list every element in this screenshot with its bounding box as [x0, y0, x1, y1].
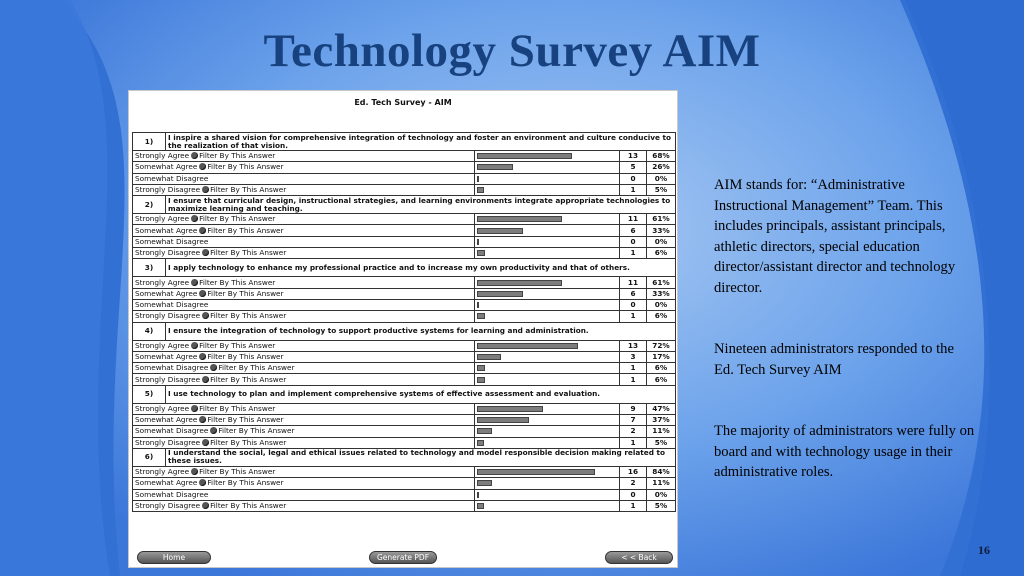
result-bar: [477, 365, 485, 371]
question-row: [133, 322, 676, 340]
answer-cell: [133, 374, 475, 385]
answer-count: 1: [620, 374, 647, 385]
filter-icon[interactable]: [191, 152, 198, 159]
answer-cell: [133, 466, 475, 477]
slide-title: Technology Survey AIM: [263, 25, 761, 77]
answer-label: Strongly Disagree: [135, 437, 201, 447]
answer-label: Strongly Disagree: [135, 185, 201, 195]
filter-icon[interactable]: [191, 342, 198, 349]
answer-percent: 11%: [647, 478, 676, 489]
answer-cell: [133, 363, 475, 374]
question-row: [133, 133, 676, 151]
answer-count: 0: [620, 489, 647, 500]
answer-percent: 11%: [647, 426, 676, 437]
result-bar: [477, 440, 484, 446]
answer-count: 1: [620, 500, 647, 511]
answer-cell: [133, 162, 475, 173]
filter-icon[interactable]: [199, 479, 206, 486]
answer-cell: [133, 184, 475, 195]
answer-label: Somewhat Agree: [135, 288, 198, 298]
filter-link[interactable]: Filter By This Answer: [218, 363, 295, 373]
bar-cell: [475, 299, 620, 310]
filter-icon[interactable]: [202, 439, 209, 446]
question-number: 4): [133, 322, 166, 340]
answer-count: 13: [620, 340, 647, 351]
answer-percent: 0%: [647, 173, 676, 184]
answer-cell: [133, 340, 475, 351]
question-row: [133, 448, 676, 466]
result-bar: [477, 469, 595, 475]
home-button[interactable]: Home: [137, 551, 211, 564]
answer-label: Somewhat Disagree: [135, 236, 209, 246]
result-bar: [477, 428, 492, 434]
filter-link[interactable]: Filter By This Answer: [207, 162, 284, 172]
answer-percent: 17%: [647, 351, 676, 362]
answer-count: 3: [620, 351, 647, 362]
result-bar: [477, 176, 479, 182]
question-number: 5): [133, 385, 166, 403]
result-bar: [477, 216, 562, 222]
filter-icon[interactable]: [191, 405, 198, 412]
result-bar: [477, 354, 501, 360]
question-row: [133, 259, 676, 277]
answer-row: [133, 173, 676, 184]
bar-cell: [475, 248, 620, 259]
answer-percent: 6%: [647, 363, 676, 374]
answer-count: 1: [620, 311, 647, 322]
answer-percent: 61%: [647, 277, 676, 288]
back-button[interactable]: < < Back: [605, 551, 673, 564]
answer-row: [133, 236, 676, 247]
bar-cell: [475, 403, 620, 414]
result-bar: [477, 492, 479, 498]
answer-label: Strongly Agree: [135, 467, 190, 477]
filter-link[interactable]: Filter By This Answer: [210, 311, 287, 321]
answer-label: Somewhat Agree: [135, 478, 198, 488]
answer-cell: [133, 248, 475, 259]
filter-icon[interactable]: [191, 279, 198, 286]
answer-cell: [133, 426, 475, 437]
filter-icon[interactable]: [199, 353, 206, 360]
answer-count: 5: [620, 162, 647, 173]
answer-count: 0: [620, 236, 647, 247]
answer-count: 6: [620, 225, 647, 236]
answer-row: [133, 351, 676, 362]
answer-row: [133, 426, 676, 437]
bar-cell: [475, 277, 620, 288]
answer-percent: 68%: [647, 151, 676, 162]
result-bar: [477, 343, 578, 349]
answer-label: Strongly Agree: [135, 403, 190, 413]
answer-row: [133, 466, 676, 477]
answer-cell: [133, 277, 475, 288]
result-bar: [477, 291, 523, 297]
filter-icon[interactable]: [202, 502, 209, 509]
answer-cell: [133, 225, 475, 236]
answer-cell: [133, 299, 475, 310]
answer-row: [133, 340, 676, 351]
bar-cell: [475, 437, 620, 448]
result-bar: [477, 250, 485, 256]
filter-link[interactable]: Filter By This Answer: [207, 225, 284, 235]
answer-percent: 0%: [647, 489, 676, 500]
answer-percent: 5%: [647, 500, 676, 511]
answer-cell: [133, 214, 475, 225]
answer-percent: 5%: [647, 437, 676, 448]
result-bar: [477, 187, 484, 193]
answer-count: 6: [620, 288, 647, 299]
answer-cell: [133, 415, 475, 426]
page-number: 16: [978, 543, 990, 557]
survey-results-table: [132, 132, 676, 512]
answer-row: [133, 363, 676, 374]
filter-link[interactable]: Filter By This Answer: [199, 277, 276, 287]
survey-title: Ed. Tech Survey - AIM: [354, 98, 452, 107]
answer-row: [133, 489, 676, 500]
question-text: I understand the social, legal and ethical issues related to technology and model responsible decision making related to these issues.: [166, 448, 676, 466]
note-aim-definition: AIM stands for: “Administrative Instructional Management” Team. This includes principals, assistant principals, athletic directors, special education director/assistant director and technology director.: [714, 177, 956, 296]
generate-pdf-button[interactable]: Generate PDF: [369, 551, 437, 564]
filter-icon[interactable]: [210, 364, 217, 371]
question-text: I use technology to plan and implement comprehensive systems of effective assessment and evaluation.: [166, 385, 676, 403]
answer-label: Somewhat Disagree: [135, 363, 209, 373]
answer-row: [133, 500, 676, 511]
answer-label: Strongly Agree: [135, 214, 190, 224]
answer-percent: 0%: [647, 236, 676, 247]
bar-cell: [475, 500, 620, 511]
question-row: [133, 385, 676, 403]
answer-label: Strongly Disagree: [135, 500, 201, 510]
note-conclusion: The majority of administrators were fully on board and with technology usage in their administrative roles.: [714, 423, 975, 481]
answer-cell: [133, 173, 475, 184]
answer-row: [133, 288, 676, 299]
survey-screenshot: [128, 90, 678, 568]
answer-label: Strongly Agree: [135, 151, 190, 161]
answer-count: 0: [620, 299, 647, 310]
bar-cell: [475, 489, 620, 500]
answer-row: [133, 184, 676, 195]
answer-percent: 84%: [647, 466, 676, 477]
answer-row: [133, 478, 676, 489]
answer-label: Somewhat Disagree: [135, 489, 209, 499]
answer-percent: 61%: [647, 214, 676, 225]
answer-label: Somewhat Agree: [135, 225, 198, 235]
question-row: [133, 196, 676, 214]
answer-label: Somewhat Disagree: [135, 426, 209, 436]
answer-cell: [133, 478, 475, 489]
answer-percent: 26%: [647, 162, 676, 173]
result-bar: [477, 302, 479, 308]
answer-label: Somewhat Agree: [135, 352, 198, 361]
bar-cell: [475, 236, 620, 247]
answer-percent: 0%: [647, 299, 676, 310]
answer-count: 1: [620, 437, 647, 448]
answer-percent: 37%: [647, 415, 676, 426]
bar-cell: [475, 374, 620, 385]
answer-cell: [133, 403, 475, 414]
question-text: I inspire a shared vision for comprehensive integration of technology and foster an environment and culture conducive to the realization of that vision.: [166, 133, 676, 151]
answer-count: 1: [620, 248, 647, 259]
answer-row: [133, 415, 676, 426]
question-number: 2): [133, 196, 166, 214]
answer-count: 1: [620, 363, 647, 374]
answer-percent: 72%: [647, 340, 676, 351]
answer-row: [133, 311, 676, 322]
filter-icon[interactable]: [191, 468, 198, 475]
filter-link[interactable]: Filter By This Answer: [199, 403, 276, 413]
answer-cell: [133, 500, 475, 511]
bar-cell: [475, 184, 620, 195]
answer-cell: [133, 311, 475, 322]
bar-cell: [475, 351, 620, 362]
filter-link[interactable]: Filter By This Answer: [207, 415, 284, 425]
answer-label: Strongly Agree: [135, 340, 190, 350]
result-bar: [477, 153, 572, 159]
question-text: I ensure the integration of technology to support productive systems for learning and administration.: [166, 322, 676, 340]
answer-count: 9: [620, 403, 647, 414]
bar-cell: [475, 363, 620, 374]
answer-count: 7: [620, 415, 647, 426]
result-bar: [477, 503, 484, 509]
answer-label: Somewhat Agree: [135, 415, 198, 425]
answer-label: Somewhat Disagree: [135, 173, 209, 183]
result-bar: [477, 406, 543, 412]
answer-count: 0: [620, 173, 647, 184]
filter-icon[interactable]: [199, 290, 206, 297]
answer-row: [133, 214, 676, 225]
result-bar: [477, 417, 529, 423]
answer-label: Strongly Disagree: [135, 248, 201, 258]
answer-count: 11: [620, 214, 647, 225]
bar-cell: [475, 151, 620, 162]
answer-label: Strongly Disagree: [135, 311, 201, 321]
bar-cell: [475, 478, 620, 489]
bar-cell: [475, 340, 620, 351]
answer-percent: 6%: [647, 248, 676, 259]
bar-cell: [475, 311, 620, 322]
bar-cell: [475, 288, 620, 299]
question-number: 1): [133, 133, 166, 151]
bar-cell: [475, 173, 620, 184]
answer-count: 11: [620, 277, 647, 288]
bar-cell: [475, 426, 620, 437]
answer-percent: 6%: [647, 311, 676, 322]
answer-count: 16: [620, 466, 647, 477]
answer-percent: 6%: [647, 374, 676, 385]
filter-link[interactable]: Filter By This Answer: [210, 185, 287, 195]
answer-count: 2: [620, 478, 647, 489]
answer-percent: 33%: [647, 288, 676, 299]
answer-cell: [133, 236, 475, 247]
filter-link[interactable]: Filter By This Answer: [199, 214, 276, 224]
filter-link[interactable]: Filter By This Answer: [199, 467, 276, 477]
answer-label: Somewhat Disagree: [135, 300, 209, 310]
result-bar: [477, 239, 479, 245]
bar-cell: [475, 214, 620, 225]
filter-link[interactable]: Filter By This Answer: [199, 340, 276, 350]
answer-row: [133, 277, 676, 288]
answer-row: [133, 248, 676, 259]
result-bar: [477, 164, 513, 170]
filter-link[interactable]: Filter By This Answer: [199, 151, 276, 161]
question-number: 3): [133, 259, 166, 277]
filter-icon[interactable]: [210, 427, 217, 434]
result-bar: [477, 480, 492, 486]
filter-icon[interactable]: [202, 249, 209, 256]
result-bar: [477, 313, 485, 319]
answer-cell: [133, 489, 475, 500]
filter-link[interactable]: Filter By This Answer: [210, 500, 287, 510]
note-respondents: Nineteen administrators responded to the Ed. Tech Survey AIM: [714, 341, 954, 378]
answer-cell: [133, 151, 475, 162]
bar-cell: [475, 466, 620, 477]
answer-count: 2: [620, 426, 647, 437]
answer-row: [133, 225, 676, 236]
question-text: I ensure that curricular design, instructional strategies, and learning environments integrate appropriate technologies to maximize learning and teaching.: [166, 196, 676, 214]
bar-cell: [475, 415, 620, 426]
filter-link[interactable]: Filter By This Answer: [207, 478, 284, 488]
answer-row: [133, 162, 676, 173]
answer-cell: [133, 351, 475, 362]
answer-cell: [133, 288, 475, 299]
answer-label: Strongly Agree: [135, 277, 190, 287]
filter-icon[interactable]: [191, 215, 198, 222]
answer-label: Somewhat Agree: [135, 162, 198, 172]
filter-icon[interactable]: [202, 312, 209, 319]
result-bar: [477, 228, 523, 234]
bar-cell: [475, 225, 620, 236]
filter-link[interactable]: Filter By This Answer: [207, 352, 284, 361]
filter-link[interactable]: Filter By This Answer: [218, 426, 295, 436]
answer-percent: 33%: [647, 225, 676, 236]
answer-count: 13: [620, 151, 647, 162]
answer-row: [133, 299, 676, 310]
filter-icon[interactable]: [202, 186, 209, 193]
answer-row: [133, 403, 676, 414]
filter-icon[interactable]: [199, 163, 206, 170]
bar-cell: [475, 162, 620, 173]
filter-link[interactable]: Filter By This Answer: [210, 437, 287, 447]
filter-link[interactable]: Filter By This Answer: [210, 374, 287, 384]
question-number: 6): [133, 448, 166, 466]
question-text: I apply technology to enhance my professional practice and to increase my own productivity and that of others.: [166, 259, 676, 277]
answer-count: 1: [620, 184, 647, 195]
answer-percent: 47%: [647, 403, 676, 414]
result-bar: [477, 280, 562, 286]
filter-icon[interactable]: [199, 227, 206, 234]
filter-icon[interactable]: [202, 376, 209, 383]
answer-row: [133, 151, 676, 162]
filter-link[interactable]: Filter By This Answer: [207, 288, 284, 298]
filter-icon[interactable]: [199, 416, 206, 423]
answer-percent: 5%: [647, 184, 676, 195]
result-bar: [477, 377, 485, 383]
answer-cell: [133, 437, 475, 448]
filter-link[interactable]: Filter By This Answer: [210, 248, 287, 258]
answer-row: [133, 374, 676, 385]
answer-row: [133, 437, 676, 448]
answer-label: Strongly Disagree: [135, 374, 201, 384]
